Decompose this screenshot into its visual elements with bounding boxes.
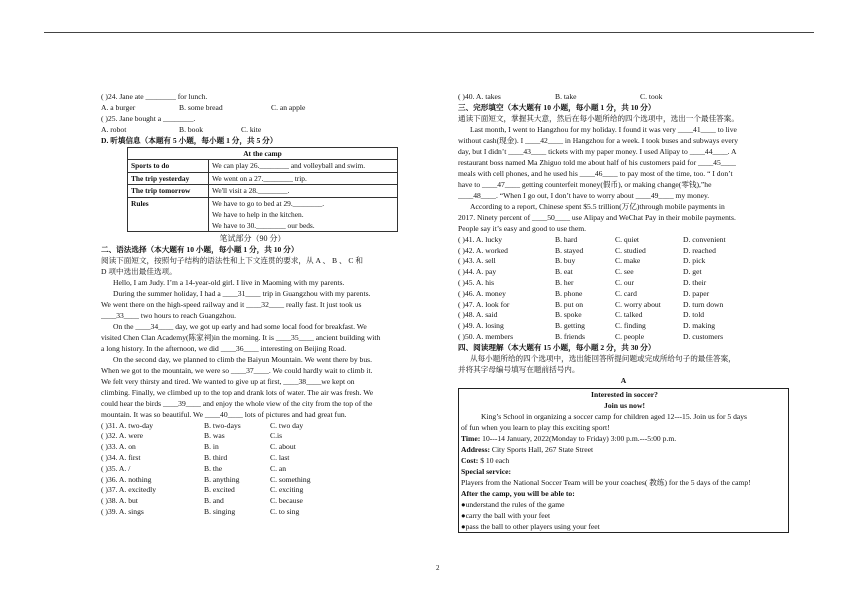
reading-instruction: 并将其字母编号填写在题前括号内。	[458, 364, 580, 374]
ad-title: Interested in soccer?	[591, 389, 658, 399]
passage-line: could hear the birds ____39____ and enjoy the whole view of the city from the top of the	[101, 398, 373, 408]
option-a: ( )43. A. sell	[458, 256, 496, 266]
question-25-options	[101, 124, 404, 135]
option-c: C. two day	[270, 420, 304, 430]
table-row	[128, 172, 398, 185]
option-b: B. excited	[204, 485, 235, 495]
option-row	[458, 288, 789, 299]
option-b: B. eat	[555, 267, 573, 277]
special-service-label: Special service:	[461, 466, 511, 476]
option-a: ( )42. A. worked	[458, 245, 508, 255]
option-c: C. exciting	[270, 485, 304, 495]
option-d: D. their	[683, 277, 707, 287]
option-a: ( )41. A. lucky	[458, 234, 503, 244]
option-a: ( )49. A. losing	[458, 321, 504, 331]
grammar-section-heading: 二、语法选择（本大题有 10 小题，每小题 1 分，共 10 分）	[101, 244, 299, 254]
passage-line: a long history. In the afternoon, we did ____36____ interesting on Beijing Road.	[101, 343, 347, 353]
option-b: B. and	[204, 496, 224, 506]
option-c: C. people	[615, 331, 645, 341]
option-row	[458, 277, 789, 288]
cloze-options	[458, 234, 789, 342]
passage-line: During the summer holiday, I had a ____31____ trip in Guangzhou with my parents.	[113, 288, 371, 298]
option-b: B. singing	[204, 506, 236, 516]
option-a: ( )48. A. said	[458, 310, 498, 320]
rule-line: We have to help in the kitchen.	[212, 209, 304, 219]
option-b: B. the	[204, 463, 223, 473]
option-b: B. in	[204, 442, 219, 452]
option-d: D. paper	[683, 288, 710, 298]
option-b: B. hard	[555, 234, 578, 244]
passage-line: When we got to the mountain, we were so ____37____. We could hardly wait to climb it.	[101, 365, 373, 375]
option-a: A. a burger	[101, 103, 136, 112]
option-a: ( )47. A. look for	[458, 299, 510, 309]
option-b: B. third	[204, 452, 228, 462]
option-a: ( )35. A. /	[101, 463, 131, 473]
option-c: C. because	[270, 496, 303, 506]
question-24-stem: ( )24. Jane ate ________ for lunch.	[101, 92, 208, 101]
rule-line: We have to 30.________ our beds.	[212, 220, 315, 230]
option-a: ( )45. A. his	[458, 277, 495, 287]
row-label: Rules	[128, 197, 209, 231]
passage-line: Last month, I went to Hangzhou for my holiday. I found it was very ____41____ to live	[470, 124, 737, 134]
option-c: C. an	[270, 463, 287, 473]
option-b: B. friends	[555, 331, 585, 341]
header-rule	[44, 32, 814, 33]
left-column	[101, 91, 404, 517]
soccer-camp-ad	[458, 388, 789, 533]
option-c: C. worry about	[615, 299, 661, 309]
question-40-options	[458, 91, 789, 102]
option-b: B. two-days	[204, 420, 241, 430]
option-a: ( )32. A. were	[101, 431, 143, 441]
option-c: C. to sing	[270, 506, 300, 516]
option-row	[101, 463, 404, 474]
option-c: C. about	[270, 442, 296, 452]
option-a: ( )46. A. money	[458, 288, 506, 298]
address-value: City Sports Hall, 267 State Street	[489, 444, 594, 454]
page-number: 2	[436, 564, 440, 572]
after-camp-label: After the camp, you will be able to:	[461, 488, 575, 498]
option-b: B. stayed	[555, 245, 584, 255]
ad-cost	[459, 455, 788, 466]
option-d: D. making	[683, 321, 716, 331]
cloze-section-heading: 三、完形填空（本大题有 10 小题，每小题 1 分，共 10 分）	[458, 102, 656, 112]
question-24-options	[101, 102, 404, 113]
time-label: Time:	[461, 433, 481, 443]
option-b: B. put on	[555, 299, 584, 309]
option-a: ( )34. A. first	[101, 452, 141, 462]
row-label: The trip yesterday	[128, 172, 209, 185]
row-label: The trip tomorrow	[128, 185, 209, 198]
passage-line: ____48____. “When I go out, I don’t have to worry about ____49____ my money.	[458, 190, 710, 200]
option-b: B. anything	[204, 474, 240, 484]
reading-section-heading: 四、阅读理解（本大题有 15 小题，每小题 2 分，共 30 分）	[458, 342, 656, 352]
option-b: B. book	[179, 124, 204, 134]
option-c: C. an apple	[271, 103, 306, 112]
option-a: ( )38. A. but	[101, 496, 138, 506]
cloze-passage	[458, 124, 789, 234]
option-row	[458, 245, 789, 256]
written-part-heading: 笔试部分（90 分）	[219, 233, 286, 243]
grammar-passage	[101, 277, 404, 420]
option-d: D. reached	[683, 245, 716, 255]
list-item: ●carry the ball with your feet	[461, 510, 551, 520]
cost-label: Cost:	[461, 455, 479, 465]
right-column	[458, 91, 789, 533]
rule-line: We have to go to bed at 29.________.	[212, 198, 325, 208]
option-a: ( )37. A. excitedly	[101, 485, 157, 495]
row-label: Sports to do	[128, 160, 209, 173]
option-c: C. kite	[241, 124, 262, 134]
option-d: D. turn down	[683, 299, 724, 309]
camp-info-table	[127, 147, 398, 232]
grammar-instruction: D 项中选出最佳选项。	[101, 266, 177, 276]
option-row	[458, 309, 789, 320]
option-row	[458, 255, 789, 266]
passage-line: meals with cell phones, and he used his ____46____ to pay most of the time, too. “ I don’t	[458, 168, 733, 178]
passage-line: On the ____34____ day, we got up early and had some local food for breakfast. We	[113, 321, 367, 331]
option-b: B. some bread	[179, 103, 223, 112]
option-c: C.is	[270, 431, 283, 441]
ad-body: of fun when you learn to play this exciting sport!	[461, 422, 610, 432]
option-row	[458, 320, 789, 331]
passage-line: ____33____ two hours to reach Guangzhou.	[101, 310, 236, 320]
option-d: D. pick	[683, 256, 706, 266]
option-c: C. took	[640, 92, 663, 101]
ad-time	[459, 433, 788, 444]
option-a: ( )44. A. pay	[458, 267, 497, 277]
table-row	[128, 160, 398, 173]
option-c: C. see	[615, 267, 634, 277]
option-row	[101, 474, 404, 485]
address-label: Address:	[461, 444, 490, 454]
table-row	[128, 197, 398, 231]
option-row	[101, 452, 404, 463]
option-b: B. her	[555, 277, 574, 287]
ad-subtitle: Join us now!	[604, 400, 645, 410]
passage-line: mountain. It was so beautiful. We ____40____ lots of pictures and had great fun.	[101, 409, 347, 419]
option-c: C. something	[270, 474, 311, 484]
option-a: ( )31. A. two-day	[101, 420, 154, 430]
passage-line: 2017. Ninety percent of ____50____ use Alipay and WeChat Pay in their mobile payments.	[458, 212, 736, 222]
passage-letter: A	[620, 375, 627, 385]
option-d: D. get	[683, 267, 702, 277]
option-d: D. convenient	[683, 234, 726, 244]
table-title: At the camp	[128, 147, 398, 160]
option-c: C. make	[615, 256, 641, 266]
option-row	[458, 234, 789, 245]
option-row	[101, 441, 404, 452]
option-row	[101, 430, 404, 441]
ad-address	[459, 444, 788, 455]
option-c: C. quiet	[615, 234, 640, 244]
passage-line: People say it’s easy and good to use them.	[458, 223, 587, 233]
question-25-stem: ( )25. Jane bought a ________.	[101, 113, 196, 123]
option-b: B. phone	[555, 288, 583, 298]
option-a: ( )33. A. on	[101, 442, 136, 452]
option-a: ( )40. A. takes	[458, 92, 501, 101]
option-c: C. finding	[615, 321, 646, 331]
option-b: B. take	[555, 92, 577, 101]
reading-instruction: 从每小题所给的四个选项中，选出能回答所提问题或完成所给句子的最佳答案，	[470, 353, 736, 363]
row-content: We went on a 27.________ trip.	[209, 172, 398, 185]
option-a: ( )36. A. nothing	[101, 474, 152, 484]
option-d: D. customers	[683, 331, 724, 341]
option-row	[101, 495, 404, 506]
option-c: C. our	[615, 277, 634, 287]
passage-line: On the second day, we planned to climb the Baiyun Mountain. We went there by bus.	[113, 354, 372, 364]
option-c: C. card	[615, 288, 637, 298]
grammar-instruction: 阅读下面短文，按照句子结构的语法性和上下文连贯的要求，从 A 、 B 、 C 和	[101, 255, 363, 265]
list-item: ●pass the ball to other players using your feet	[461, 521, 600, 531]
table-row	[128, 185, 398, 198]
passage-line: We felt very thirsty and tired. We wanted to give up at first, ____38____we kept on	[101, 376, 355, 386]
option-a: ( )39. A. sings	[101, 506, 144, 516]
passage-line: have to ____47____ getting counterfeit money(假币), or making change(零钱),”he	[458, 179, 712, 189]
option-b: B. was	[204, 431, 225, 441]
option-c: C. studied	[615, 245, 646, 255]
passage-line: According to a report, Chinese spent $5.5 trillion(万亿)through mobile payments in	[470, 201, 725, 211]
option-b: B. spoke	[555, 310, 582, 320]
row-content	[209, 197, 398, 231]
option-row	[101, 484, 404, 495]
option-row	[458, 331, 789, 342]
option-row	[458, 299, 789, 310]
cost-value: $ 10 each	[478, 455, 510, 465]
passage-line: day, but I didn’t ____43____ tickets with my paper money. I used Alipay to ____44____. A	[458, 146, 737, 156]
option-b: B. getting	[555, 321, 585, 331]
option-a: ( )50. A. members	[458, 331, 514, 341]
option-a: A. robot	[101, 124, 127, 134]
option-row	[101, 506, 404, 517]
ad-body: King’s School in organizing a soccer camp for children aged 12---15. Join us for 5 days	[481, 411, 747, 421]
option-c: C. talked	[615, 310, 643, 320]
row-content: We can play 26.________ and volleyball and swim.	[209, 160, 398, 173]
cloze-instruction: 通读下面短文，掌握其大意，然后在每小题所给的四个选项中，选出一个最佳答案。	[458, 113, 739, 123]
time-value: 10---14 January, 2022(Monday to Friday) 3:00 p.m.---5:00 p.m.	[480, 433, 677, 443]
option-row	[458, 266, 789, 277]
list-item: ●understand the rules of the game	[461, 499, 565, 509]
passage-line: Hello, I am Judy. I’m a 14-year-old girl. I live in Maoming with my parents.	[113, 277, 345, 287]
passage-line: visited Chen Clan Academy(陈家祠)in the morning. It is ____35____ ancient building with	[101, 332, 381, 342]
option-row	[101, 420, 404, 431]
special-service-text: Players from the National Soccer Team will be your coaches( 教练) for the 5 days of the camp!	[461, 477, 751, 487]
passage-line: climbing. Finally, we climbed up to the top and drank lots of water. The air was fresh. We	[101, 387, 374, 397]
option-d: D. told	[683, 310, 705, 320]
option-b: B. buy	[555, 256, 576, 266]
listening-section-heading: D. 听填信息（本题有 5 小题，每小题 1 分，共 5 分）	[101, 135, 278, 145]
option-c: C. last	[270, 452, 290, 462]
grammar-options	[101, 420, 404, 517]
passage-line: We went there on the high-speed railway and it ____32____ really fast. It just took us	[101, 299, 362, 309]
passage-line: without cash(现金). I ____42____ in Hangzhou for a week. I took buses and subways every	[458, 135, 739, 145]
row-content: We'll visit a 28.________.	[209, 185, 398, 198]
passage-line: restaurant boss named Ma Zhiguo told me about half of his customers paid for ____45____	[458, 157, 736, 167]
